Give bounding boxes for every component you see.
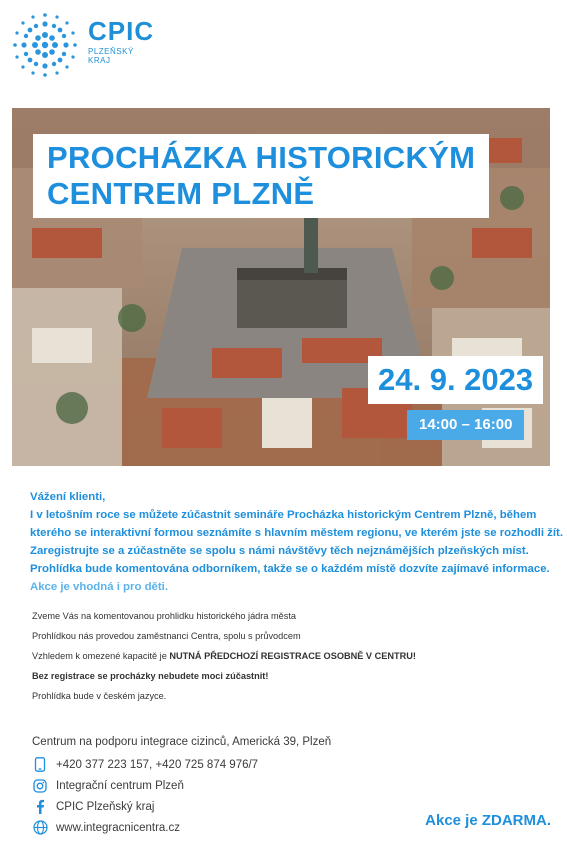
detail-line: Prohlídkou nás provedou zaměstnanci Centra, spolu s průvodcem bbox=[32, 631, 301, 641]
brand-name: CPIC bbox=[88, 16, 155, 46]
contact-facebook[interactable]: CPIC Plzeňský kraj bbox=[56, 800, 155, 813]
brand-block bbox=[88, 18, 154, 65]
detail-line bbox=[32, 670, 542, 683]
detail-prefix: Vzhledem k omezené kapacitě je bbox=[32, 651, 170, 661]
cpic-logo-icon bbox=[12, 12, 78, 78]
contact-instagram[interactable]: Integrační centrum Plzeň bbox=[56, 779, 184, 792]
intro-line: Vážení klienti, bbox=[30, 491, 106, 503]
intro-line: Zaregistrujte se a zúčastněte se spolu s námi návštěvy těch nejznámějších plzeňských míst. bbox=[30, 545, 529, 557]
detail-line: Zveme Vás na komentovanou prohlidku historického jádra města bbox=[32, 611, 297, 621]
detail-line-registration bbox=[32, 650, 542, 663]
intro-line-kids: Akce je vhodná i pro děti. bbox=[30, 581, 168, 593]
detail-line: Prohlídka bude v českém jazyce. bbox=[32, 691, 167, 701]
contacts-heading: Centrum na podporu integrace cizinců, Americká 39, Plzeň bbox=[32, 736, 332, 748]
brand-sub-line1: PLZEŇSKÝ bbox=[88, 47, 134, 56]
headline-line2: CENTREM PLZNĚ bbox=[47, 176, 315, 211]
contact-phone: +420 377 223 157, +420 725 874 976/7 bbox=[56, 758, 259, 771]
intro-line: Prohlídka bude komentována odborníkem, takže se o každém místě dozvíte zajímavé informace. bbox=[30, 563, 550, 575]
contact-web[interactable]: www.integracnicentra.cz bbox=[56, 821, 180, 834]
globe-icon bbox=[32, 820, 48, 836]
instagram-icon bbox=[32, 778, 48, 794]
headline-line1: PROCHÁZKA HISTORICKÝM bbox=[47, 140, 476, 175]
contacts-block bbox=[32, 736, 331, 838]
registration-notice: NUTNÁ PŘEDCHOZÍ REGISTRACE OSOBNĚ V CENTRU! bbox=[169, 651, 416, 661]
details-text bbox=[32, 610, 542, 710]
contact-facebook-row bbox=[32, 796, 331, 817]
brand-sub-line2: KRAJ bbox=[88, 56, 111, 65]
intro-line: kterého se interaktivní formou seznámíte s hlavním městem regionu, ve kterém jste se rozhodli žít. bbox=[30, 527, 563, 539]
contact-instagram-row bbox=[32, 775, 331, 796]
contact-web-row bbox=[32, 817, 331, 838]
event-date: 24. 9. 2023 bbox=[368, 356, 543, 404]
free-event-label: Akce je ZDARMA. bbox=[425, 812, 551, 829]
intro-line: I v letošním roce se můžete zúčastnit semináře Procházka historickým Centrem Plzně, během bbox=[30, 509, 537, 521]
registration-warning: Bez registrace se procházky nebudete moci zúčastnit! bbox=[32, 671, 269, 681]
event-time: 14:00 – 16:00 bbox=[407, 410, 524, 440]
contact-phone-row bbox=[32, 754, 331, 775]
phone-icon bbox=[32, 757, 48, 773]
facebook-icon bbox=[32, 799, 48, 815]
headline-box bbox=[33, 134, 489, 218]
intro-text bbox=[30, 488, 563, 596]
